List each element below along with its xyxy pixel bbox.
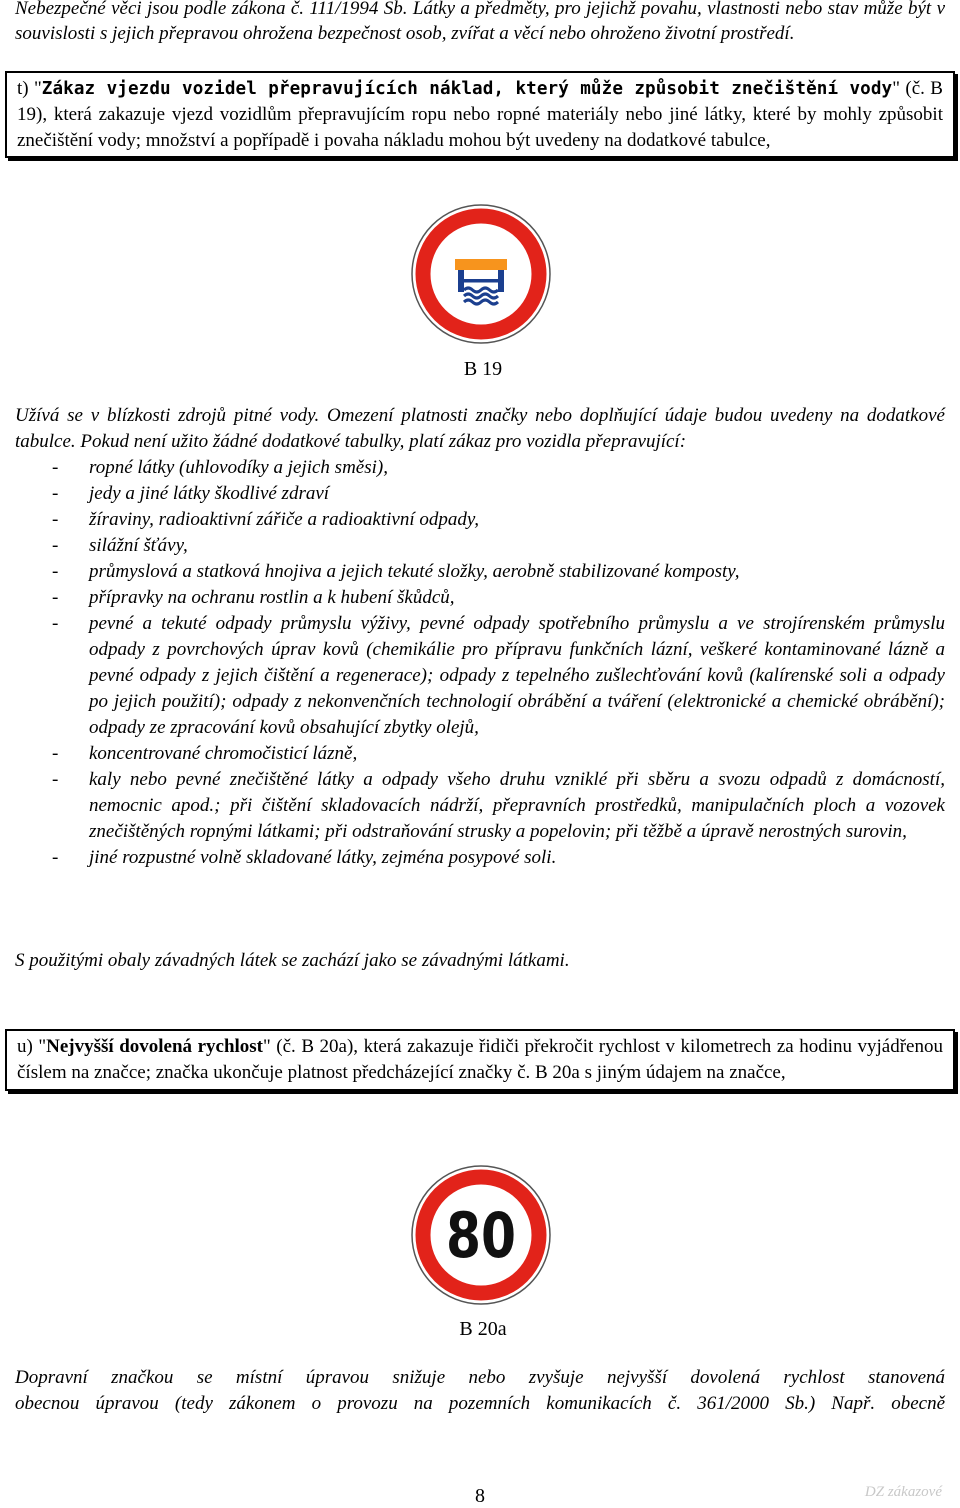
prohibited-cargo-list bbox=[15, 455, 945, 871]
running-footer: DZ zákazové bbox=[864, 1484, 942, 1500]
list-item: - koncentrované chromočisticí lázně, bbox=[15, 741, 945, 767]
list-item: - žíraviny, radioaktivní zářiče a radioaktivní odpady, bbox=[15, 507, 945, 533]
speed-limit-number: 80 bbox=[446, 1199, 516, 1272]
list-dash: - bbox=[52, 561, 59, 582]
usage-paragraph: Užívá se v blízkosti zdrojů pitné vody. Omezení platnosti značky nebo doplňující údaje budou uvedeny na dodatkové tabulce. Pokud není užito žádné dodatkové tabulky, platí zákaz pro vozidla přepravující: bbox=[15, 405, 945, 452]
packaging-note: S použitými obaly závadných látek se zachází jako se závadnými látkami. bbox=[15, 950, 570, 971]
list-item: - ropné látky (uhlovodíky a jejich směsi), bbox=[15, 455, 945, 481]
list-item: - přípravky na ochranu rostlin a k hubení škůdců, bbox=[15, 585, 945, 611]
sign-b19-caption: B 19 bbox=[463, 358, 503, 380]
section-u-text: " (č. B 20a), která zakazuje řidiči překročit rychlost v kilometrech za hodinu vyjádřenou číslem na značce; značka ukončuje platnost předcházející značky č. B 20a s jiným údajem na značce, bbox=[17, 1036, 943, 1083]
water-pollution-prohibition-sign-icon bbox=[411, 204, 551, 344]
list-dash: - bbox=[52, 587, 59, 608]
list-dash: - bbox=[52, 769, 59, 790]
list-dash: - bbox=[52, 509, 59, 530]
list-dash: - bbox=[52, 847, 59, 868]
list-dash: - bbox=[52, 483, 59, 504]
list-item: - silážní šťávy, bbox=[15, 533, 945, 559]
section-u-prefix: u) " bbox=[17, 1036, 47, 1057]
list-dash: - bbox=[52, 457, 59, 478]
speed-note-paragraph: Dopravní značkou se místní úpravou snižuje nebo zvyšuje nejvyšší dovolená rychlost stanovená obecnou úpravou (tedy zákonem o provozu na pozemních komunikacích č. 361/2000 Sb.) Např. obecně bbox=[15, 1367, 945, 1414]
section-t-text: " (č. B 19), která zakazuje vjezd vozidlům přepravujícím ropu nebo ropné materiály nebo jiné látky, které by mohly způsobit znečištění vody; množství a popřípadě i povaha nákladu mohou být uvedeny na dodatkové tabulce, bbox=[17, 78, 943, 151]
list-item: - kaly nebo pevné znečištěné látky a odpady všeho druhu vzniklé při sběru a svozu odpadů z domácností, nemocnic apod.; při čištění skladovacích nádrží, přepravních prostředků, manipulačních ploch a vozovek znečištěných ropnými látkami; při odstraňování strusky a popelovin; při těžbě a úpravě nerostných surovin, bbox=[52, 769, 945, 842]
section-t-title: Zákaz vjezdu vozidel přepravujících náklad, který může způsobit znečištění vody bbox=[41, 79, 893, 99]
section-u-box bbox=[5, 1029, 955, 1091]
speed-limit-sign-icon bbox=[411, 1165, 551, 1305]
intro-paragraph: Nebezpečné věci jsou podle zákona č. 111/1994 Sb. Látky a předměty, pro jejichž povahu, vlastnosti nebo stav může být v souvislosti s jejich přepravou ohrožena bezpečnost osob, zvířat a věcí nebo ohroženo životní prostředí. bbox=[15, 0, 945, 44]
list-item: - jiné rozpustné volně skladované látky, zejména posypové soli. bbox=[15, 845, 945, 871]
list-item: - jedy a jiné látky škodlivé zdraví bbox=[15, 481, 945, 507]
section-t-prefix: t) " bbox=[17, 78, 42, 99]
list-dash: - bbox=[52, 613, 59, 634]
section-t-box bbox=[5, 71, 955, 158]
section-u-title: Nejvyšší dovolená rychlost bbox=[46, 1036, 264, 1057]
sign-b20a-caption: B 20a bbox=[459, 1318, 507, 1340]
page-number: 8 bbox=[475, 1485, 485, 1507]
list-dash: - bbox=[52, 535, 59, 556]
list-item: - pevné a tekuté odpady průmyslu výživy, pevné odpady spotřebního průmyslu a ve strojírenském průmyslu odpady z povrchových úprav kovů (chemikálie pro přípravu funkčních lázní, veškeré kontaminované lázně a pevné odpady z jejich čištění a regenerace); odpady z tepelného zušlechťování kovů (kalírenské soli a odpady po jejich použití); odpady z nekonvenčních technologií obrábění a tváření (elektronické a chemické obrábění); odpady ze zpracování kovů obsahující zbytky olejů, bbox=[52, 613, 945, 738]
list-dash: - bbox=[52, 743, 59, 764]
list-item: - průmyslová a statková hnojiva a jejich tekuté složky, aerobně stabilizované komposty, bbox=[15, 559, 945, 585]
